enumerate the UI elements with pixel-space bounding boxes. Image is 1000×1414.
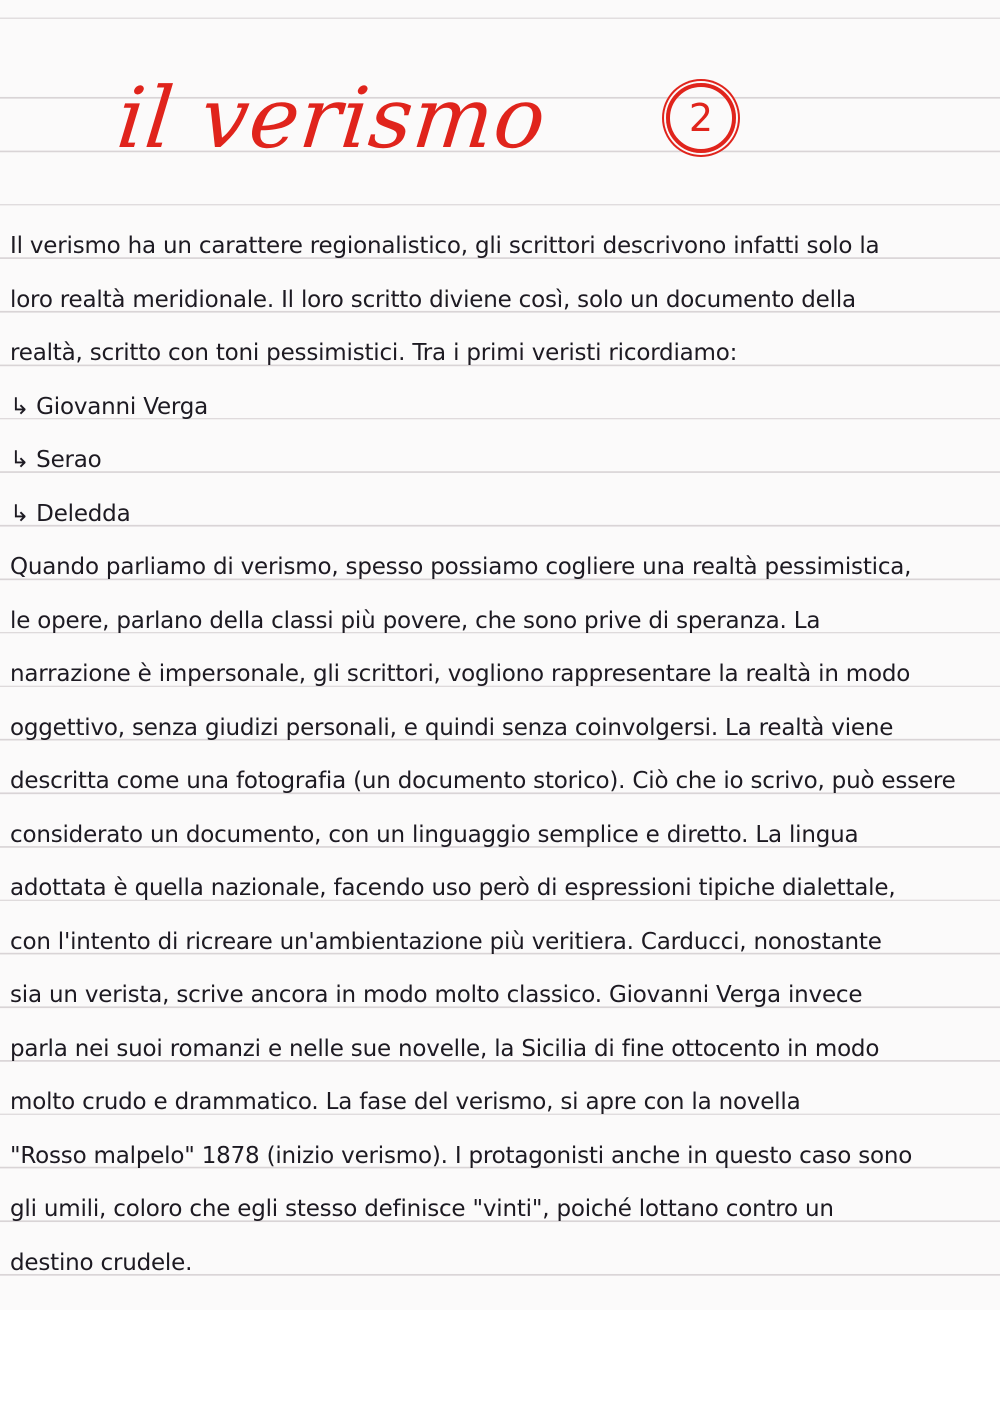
text-line: oggettivo, senza giudizi personali, e quindi senza coinvolgersi. La realtà viene [10, 714, 894, 741]
text-line: parla nei suoi romanzi e nelle sue novelle, la Sicilia di fine ottocento in modo [10, 1035, 880, 1062]
text-line: sia un verista, scrive ancora in modo molto classico. Giovanni Verga invece [10, 982, 863, 1008]
text-line: molto crudo e drammatico. La fase del verismo, si apre con la novella [10, 1089, 801, 1115]
page-title: il verismo [112, 69, 552, 167]
text-line: gli umili, coloro che egli stesso definisce "vinti", poiché lottano contro un [10, 1196, 834, 1222]
text-line: Quando parliamo di verismo, spesso possiamo cogliere una realtà pessimistica, [10, 554, 912, 580]
text-line: descritta come una fotografia (un documento storico). Ciò che io scrivo, può essere [10, 768, 956, 794]
page-margin-bottom [0, 1310, 1000, 1414]
text-line: "Rosso malpelo" 1878 (inizio verismo). I protagonisti anche in questo caso sono [10, 1142, 913, 1169]
text-line: le opere, parlano della classi più povere, che sono prive di speranza. La [10, 607, 821, 634]
title-row [112, 58, 736, 178]
text-line: realtà, scritto con toni pessimistici. Tra i primi veristi ricordiamo: [10, 340, 738, 366]
list-item-deledda: ↳ Deledda [10, 500, 131, 527]
text-line: loro realtà meridionale. Il loro scritto diviene così, solo un documento della [10, 286, 856, 313]
list-item-verga: ↳ Giovanni Verga [10, 393, 209, 420]
text-line: Il verismo ha un carattere regionalistico, gli scrittori descrivono infatti solo la [10, 233, 880, 259]
text-line: con l'intento di ricreare un'ambientazione più veritiera. Carducci, nonostante [10, 928, 882, 955]
text-line: narrazione è impersonale, gli scrittori, vogliono rappresentare la realtà in modo [10, 661, 911, 687]
list-item-serao: ↳ Serao [10, 447, 102, 473]
text-line: adottata è quella nazionale, facendo uso però di espressioni tipiche dialettale, [10, 875, 896, 901]
page-number-badge: 2 [666, 83, 736, 153]
text-line: considerato un documento, con un linguaggio semplice e diretto. La lingua [10, 821, 859, 848]
text-line: destino crudele. [10, 1249, 193, 1276]
handwritten-notes [10, 220, 990, 1290]
